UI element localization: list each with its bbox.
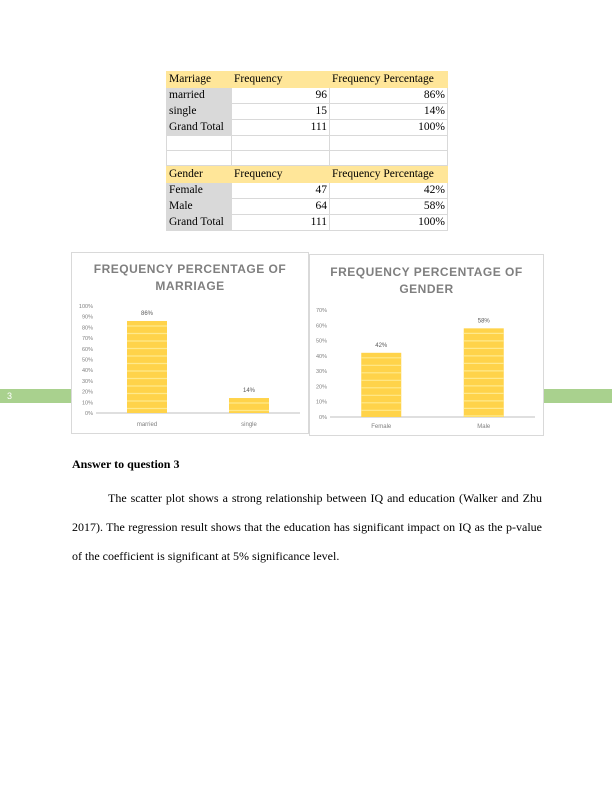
y-tick-label: 20% xyxy=(81,389,93,396)
gender-frequency-table xyxy=(166,166,448,231)
frequency-cell: 15 xyxy=(232,104,330,120)
table-header-row xyxy=(167,167,448,183)
y-tick-label: 90% xyxy=(81,314,93,321)
bar xyxy=(361,353,401,417)
y-tick-label: 100% xyxy=(78,304,93,310)
frequency-cell: 96 xyxy=(232,88,330,104)
frequency-cell: 111 xyxy=(232,215,330,231)
y-tick-label: 40% xyxy=(315,353,327,360)
row-label: married xyxy=(167,88,232,104)
y-tick-label: 80% xyxy=(81,325,93,332)
header-cell: Frequency xyxy=(232,167,330,183)
y-tick-label: 60% xyxy=(315,323,327,330)
header-cell: Marriage xyxy=(167,72,232,88)
gender-plot xyxy=(310,255,543,435)
y-tick-label: 30% xyxy=(81,378,93,385)
frequency-cell: 64 xyxy=(232,199,330,215)
table-row xyxy=(167,183,448,199)
blank-row xyxy=(167,151,448,166)
percentage-cell: 100% xyxy=(330,120,448,136)
y-tick-label: 20% xyxy=(315,384,327,391)
y-tick-label: 40% xyxy=(81,368,93,375)
header-cell: Gender xyxy=(167,167,232,183)
chart-title: FREQUENCY PERCENTAGE OF MARRIAGE xyxy=(93,262,287,293)
answer-heading: Answer to question 3 xyxy=(72,457,180,471)
chart-title: FREQUENCY PERCENTAGE OF GENDER xyxy=(330,265,523,296)
percentage-cell: 42% xyxy=(330,183,448,199)
table-header-row xyxy=(167,72,448,88)
y-tick-label: 0% xyxy=(85,411,93,417)
percentage-cell: 58% xyxy=(330,199,448,215)
marriage-chart xyxy=(71,252,309,434)
frequency-cell: 47 xyxy=(232,183,330,199)
bar xyxy=(127,321,167,413)
data-label: 58% xyxy=(477,318,490,325)
table-row xyxy=(167,88,448,104)
row-label: Male xyxy=(167,199,232,215)
y-tick-label: 0% xyxy=(319,415,327,421)
marriage-frequency-table xyxy=(166,71,448,166)
percentage-cell: 100% xyxy=(330,215,448,231)
gender-chart xyxy=(309,254,544,436)
y-tick-label: 30% xyxy=(315,369,327,376)
row-label: Female xyxy=(167,183,232,199)
y-tick-label: 10% xyxy=(315,399,327,406)
data-label: 86% xyxy=(140,310,154,317)
y-tick-label: 10% xyxy=(81,400,93,407)
y-tick-label: 60% xyxy=(81,346,93,353)
row-label: Grand Total xyxy=(167,120,232,136)
bar xyxy=(464,328,504,417)
header-cell: Frequency xyxy=(232,72,330,88)
table-row xyxy=(167,215,448,231)
marriage-plot xyxy=(72,253,308,433)
y-tick-label: 70% xyxy=(81,336,93,343)
percentage-cell: 86% xyxy=(330,88,448,104)
category-label: Male xyxy=(477,424,491,430)
answer-paragraph: The scatter plot shows a strong relationship between IQ and education (Walker and Zhu 2017). The regression result shows that the education has significant impact on IQ as the p-value of the coefficient is significant at 5% significance level. xyxy=(72,491,542,563)
y-tick-label: 50% xyxy=(81,357,93,364)
header-cell: Frequency Percentage xyxy=(330,72,448,88)
category-label: single xyxy=(241,422,257,428)
table-row xyxy=(167,120,448,136)
category-label: Female xyxy=(371,424,392,430)
y-tick-label: 50% xyxy=(315,338,327,345)
blank-row xyxy=(167,136,448,151)
frequency-cell: 111 xyxy=(232,120,330,136)
data-label: 14% xyxy=(242,388,256,395)
table-row xyxy=(167,199,448,215)
row-label: Grand Total xyxy=(167,215,232,231)
row-label: single xyxy=(167,104,232,120)
data-label: 42% xyxy=(375,342,388,349)
page-number: 3 xyxy=(7,391,13,401)
y-tick-label: 70% xyxy=(315,308,327,314)
percentage-cell: 14% xyxy=(330,104,448,120)
header-cell: Frequency Percentage xyxy=(330,167,448,183)
table-row xyxy=(167,104,448,120)
category-label: married xyxy=(136,422,158,428)
